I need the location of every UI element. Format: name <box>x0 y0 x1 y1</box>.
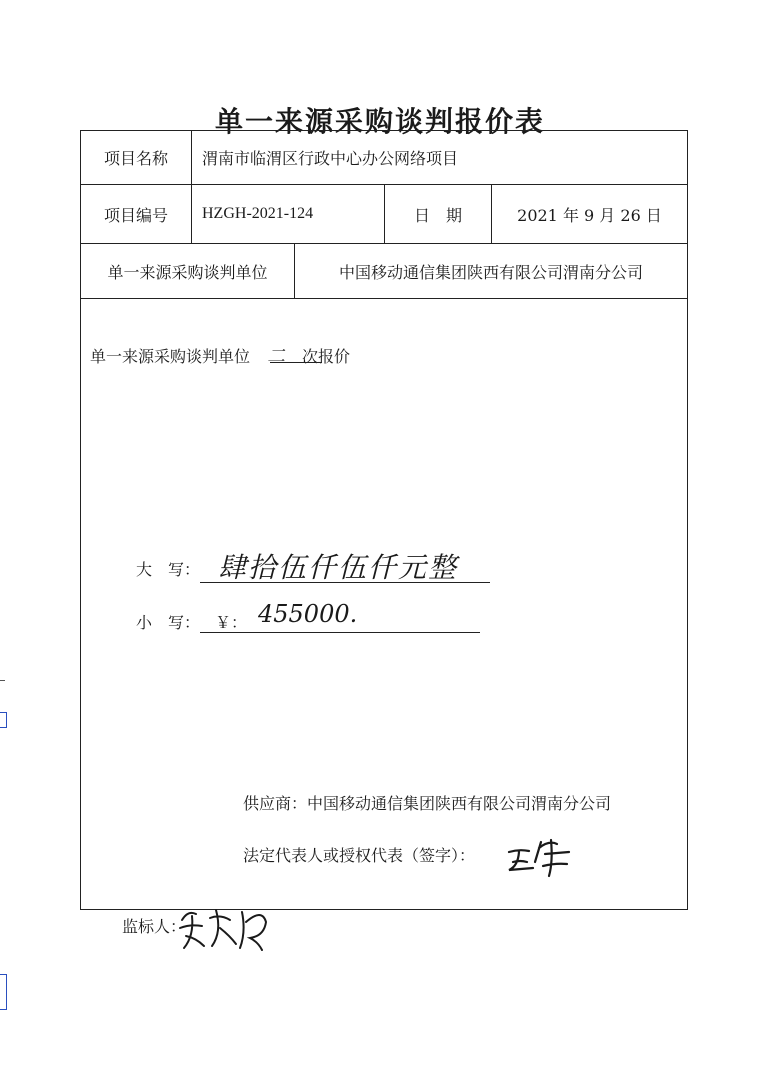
project-no-value: HZGH-2021-124 <box>202 205 314 222</box>
unit-value: 中国移动通信集团陕西有限公司渭南分公司 <box>338 262 643 282</box>
quote-round-line <box>90 342 350 368</box>
project-no-label: 项目编号 <box>103 205 168 225</box>
quote-round: 二 <box>267 346 286 367</box>
row-divider <box>81 298 687 299</box>
rep-signature-image <box>505 832 575 880</box>
supplier-label: 供应商： <box>243 794 308 813</box>
supervisor-label: 监标人： <box>122 917 187 936</box>
amount-lower-prefix: ￥： <box>215 613 248 632</box>
supervisor-signature-image <box>176 902 272 954</box>
amount-lower-underline <box>200 632 480 633</box>
date-label: 日 期 <box>413 205 462 225</box>
scan-artifact <box>0 680 5 681</box>
quote-round-underline <box>270 362 322 363</box>
unit-label: 单一来源采购谈判单位 <box>107 262 268 282</box>
amount-lower-label: 小 写： <box>136 613 201 632</box>
date-value: 2021 年 9 月 26 日 <box>517 205 662 225</box>
project-name-label: 项目名称 <box>103 149 168 168</box>
supervisor-signature <box>176 902 272 954</box>
amount-upper-underline <box>200 582 490 583</box>
project-name-value: 渭南市临渭区行政中心办公网络项目 <box>202 149 459 168</box>
scan-artifact <box>0 712 7 728</box>
document-title: 单一来源采购谈判报价表 <box>214 105 545 138</box>
supplier-name: 中国移动通信集团陕西有限公司渭南分公司 <box>307 794 612 813</box>
rep-label: 法定代表人或授权代表（签字）： <box>243 846 476 865</box>
amount-upper-label: 大 写： <box>136 560 201 579</box>
rep-signature <box>505 832 575 880</box>
quote-suffix: 次报价 <box>302 347 351 366</box>
supplier-line <box>243 791 611 814</box>
amount-lower-value: 455000. <box>258 600 358 628</box>
amount-upper-value: 肆拾伍仟伍仟元整 <box>218 551 459 584</box>
quote-prefix: 单一来源采购谈判单位 <box>90 347 251 366</box>
scan-artifact <box>0 974 7 1010</box>
